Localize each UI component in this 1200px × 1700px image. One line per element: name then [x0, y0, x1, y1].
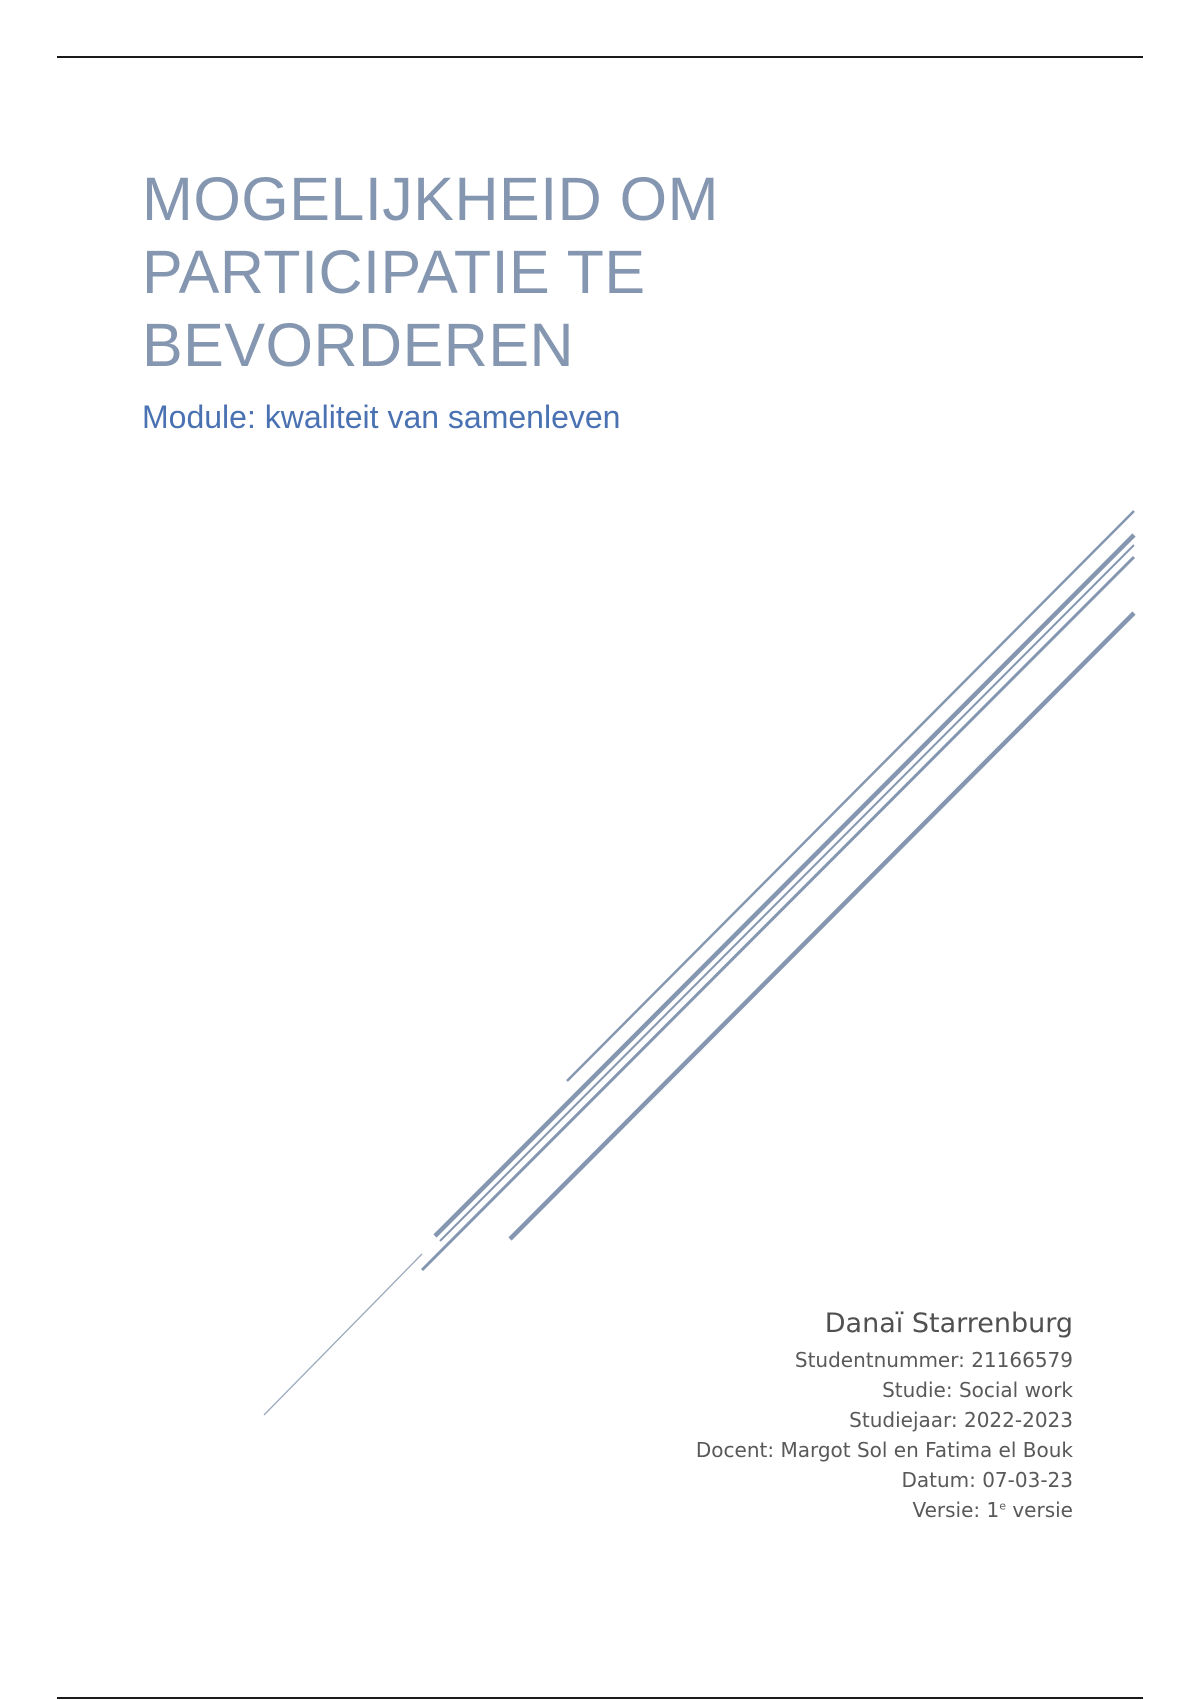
teacher: Docent: Margot Sol en Fatima el Bouk — [695, 1438, 1073, 1462]
decor-line-5 — [510, 613, 1134, 1239]
version-superscript: e — [999, 1499, 1006, 1513]
title-line-2: PARTICIPATIE TE — [142, 238, 646, 306]
version-prefix: Versie: 1 — [912, 1498, 1000, 1522]
decor-line-4 — [422, 557, 1134, 1270]
title-line-1: MOGELIJKHEID OM — [142, 165, 719, 233]
version — [696, 1495, 1073, 1525]
study: Studie: Social work — [882, 1378, 1073, 1402]
decor-line-1 — [567, 511, 1134, 1081]
title-line-3: BEVORDEREN — [142, 311, 575, 379]
student-number: Studentnummer: 21166579 — [794, 1348, 1073, 1372]
document-subtitle: Module: kwaliteit van samenleven — [142, 399, 621, 435]
author-info-block — [696, 1305, 1073, 1525]
date: Datum: 07-03-23 — [901, 1468, 1073, 1492]
version-suffix: versie — [1005, 1498, 1073, 1522]
study-year: Studiejaar: 2022-2023 — [849, 1408, 1073, 1432]
decor-line-2 — [435, 535, 1134, 1236]
decor-line-3 — [440, 545, 1134, 1241]
decor-line-6 — [264, 1254, 422, 1415]
author-name: Danaï Starrenburg — [824, 1308, 1073, 1339]
footer-rule — [57, 1697, 1143, 1699]
